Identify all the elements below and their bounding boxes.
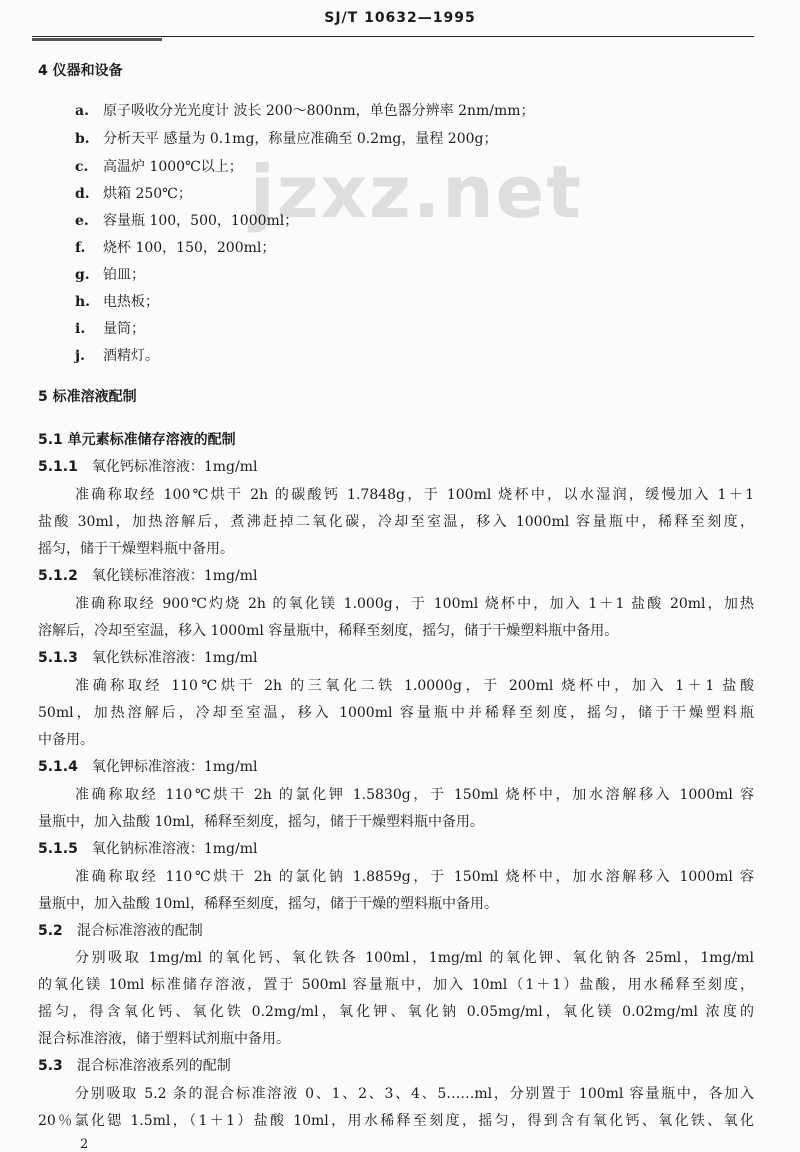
paragraph-line: 溶解后，冷却至室温，移入 1000ml 容量瓶中，稀释至刻度，摇匀，储于干燥塑料瓶中备用。 bbox=[38, 623, 619, 639]
item-text: 量筒； bbox=[103, 321, 145, 337]
equipment-item-j bbox=[75, 346, 159, 366]
clause-title: 氧化铁标准溶液：1mg/ml bbox=[91, 650, 258, 666]
item-marker: b. bbox=[75, 131, 90, 147]
item-marker: j. bbox=[75, 348, 85, 364]
paragraph-line: 准确称取经 110℃烘干 2h 的氯化钾 1.5830g，于 150ml 烧杯中，加水溶解移入 1000ml 容 bbox=[75, 787, 754, 803]
equipment-item-c bbox=[75, 157, 243, 177]
equipment-item-g bbox=[75, 265, 145, 285]
clause-number: 5.2 bbox=[38, 923, 63, 939]
paragraph-line: 盐酸 30ml，加热溶解后，煮沸赶掉二氧化碳，冷却至室温，移入 1000ml 容量瓶中，稀释至刻度， bbox=[38, 514, 754, 530]
clause-title: 氧化钾标准溶液：1mg/ml bbox=[91, 759, 258, 775]
equipment-item-b bbox=[75, 129, 498, 149]
equipment-item-a bbox=[75, 101, 535, 121]
paragraph-line: 准确称取经 100℃烘干 2h 的碳酸钙 1.7848g，于 100ml 烧杯中，以水湿润，缓慢加入 1＋1 bbox=[75, 487, 754, 503]
paragraph-line: 20％氯化锶 1.5ml，（1＋1）盐酸 10ml，用水稀释至刻度，摇匀，得到含有氧化钙、氧化铁、氧化 bbox=[38, 1113, 754, 1129]
equipment-item-f bbox=[75, 238, 275, 258]
clause-number: 5.1.2 bbox=[38, 568, 78, 584]
paragraph-line: 准确称取经 110℃烘干 2h 的氯化钠 1.8859g，于 150ml 烧杯中，加水溶解移入 1000ml 容 bbox=[75, 869, 754, 885]
paragraph-line: 摇匀，得含氧化钙、氧化铁 0.2mg/ml，氧化钾、氧化钠 0.05mg/ml，氧化镁 0.02mg/ml 浓度的 bbox=[38, 1004, 754, 1020]
paragraph-line: 混合标准溶液，储于塑料试剂瓶中备用。 bbox=[38, 1031, 290, 1047]
item-marker: d. bbox=[75, 186, 90, 202]
item-text: 分析天平 感量为 0.1mg，称量应准确至 0.2mg，量程 200g； bbox=[103, 131, 498, 147]
item-marker: a. bbox=[75, 103, 89, 119]
section-5-2-heading bbox=[38, 921, 203, 941]
section-5-1-4-heading bbox=[38, 757, 258, 777]
paragraph-line: 准确称取经 900℃灼烧 2h 的氧化镁 1.000g，于 100ml 烧杯中，加入 1＋1 盐酸 20ml，加热 bbox=[75, 596, 754, 612]
equipment-item-e bbox=[75, 211, 298, 231]
paragraph-line: 分别吸取 5.2 条的混合标准溶液 0、1、2、3、4、5……ml，分别置于 100ml 容量瓶中，各加入 bbox=[75, 1086, 754, 1102]
clause-number: 5.1.5 bbox=[38, 841, 78, 857]
item-marker: g. bbox=[75, 267, 90, 283]
section-5-title: 5 标准溶液配制 bbox=[38, 389, 137, 405]
item-marker: h. bbox=[75, 294, 91, 310]
item-text: 高温炉 1000℃以上； bbox=[103, 159, 243, 175]
clause-title: 混合标准溶液系列的配制 bbox=[76, 1058, 231, 1074]
clause-title: 氧化钠标准溶液：1mg/ml bbox=[91, 841, 258, 857]
section-5-1-2-heading bbox=[38, 566, 258, 586]
paragraph-line: 的氧化镁 10ml 标准储存溶液，置于 500ml 容量瓶中，加入 10ml（1＋1）盐酸，用水稀释至刻度， bbox=[38, 977, 754, 993]
clause-title: 氧化钙标准溶液：1mg/ml bbox=[91, 459, 258, 475]
clause-title: 氧化镁标准溶液：1mg/ml bbox=[91, 568, 258, 584]
item-text: 容量瓶 100，500，1000ml； bbox=[103, 213, 299, 229]
item-marker: c. bbox=[75, 159, 89, 175]
item-marker: i. bbox=[75, 321, 86, 337]
paragraph-line: 中备用。 bbox=[38, 732, 94, 748]
clause-title: 混合标准溶液的配制 bbox=[76, 923, 203, 939]
item-text: 烧杯 100，150，200ml； bbox=[103, 240, 276, 256]
section-5-1-1-heading bbox=[38, 457, 258, 477]
clause-number: 5.1.3 bbox=[38, 650, 78, 666]
section-5-1-5-heading bbox=[38, 839, 258, 859]
clause-number: 5.1.4 bbox=[38, 759, 78, 775]
item-text: 原子吸收分光光度计 波长 200～800nm，单色器分辨率 2nm/mm； bbox=[103, 103, 535, 119]
standard-code-header: SJ/T 10632—1995 bbox=[324, 10, 476, 26]
page-number: 2 bbox=[80, 1137, 89, 1152]
section-5-1-3-heading bbox=[38, 648, 258, 668]
section-5-1-title: 5.1 单元素标准储存溶液的配制 bbox=[38, 432, 236, 448]
paragraph-line: 量瓶中，加入盐酸 10ml，稀释至刻度，摇匀，储于干燥的塑料瓶中备用。 bbox=[38, 896, 499, 912]
paragraph-line: 量瓶中，加入盐酸 10ml，稀释至刻度，摇匀，储于干燥塑料瓶中备用。 bbox=[38, 814, 485, 830]
equipment-item-d bbox=[75, 184, 192, 204]
item-marker: e. bbox=[75, 213, 89, 229]
watermark: jzxz.net bbox=[250, 150, 583, 234]
clause-number: 5.1.1 bbox=[38, 459, 78, 475]
item-text: 酒精灯。 bbox=[103, 348, 159, 364]
item-text: 烘箱 250℃； bbox=[103, 186, 192, 202]
item-marker: f. bbox=[75, 240, 86, 256]
paragraph-line: 50ml，加热溶解后，冷却至室温，移入 1000ml 容量瓶中并稀释至刻度，摇匀，储于干燥塑料瓶 bbox=[38, 705, 754, 721]
item-text: 铂皿； bbox=[103, 267, 145, 283]
section-4-title: 4 仪器和设备 bbox=[38, 63, 123, 79]
section-5-3-heading bbox=[38, 1056, 231, 1076]
equipment-item-h bbox=[75, 292, 159, 312]
clause-number: 5.3 bbox=[38, 1058, 63, 1074]
paragraph-line: 准确称取经 110℃烘干 2h 的三氧化二铁 1.0000g，于 200ml 烧杯中，加入 1＋1 盐酸 bbox=[75, 678, 754, 694]
paragraph-line: 摇匀，储于干燥塑料瓶中备用。 bbox=[38, 541, 234, 557]
equipment-item-i bbox=[75, 319, 145, 339]
item-text: 电热板； bbox=[103, 294, 159, 310]
paragraph-line: 分别吸取 1mg/ml 的氧化钙、氧化铁各 100ml，1mg/ml 的氧化钾、氧化钠各 25ml，1mg/ml bbox=[75, 950, 754, 966]
